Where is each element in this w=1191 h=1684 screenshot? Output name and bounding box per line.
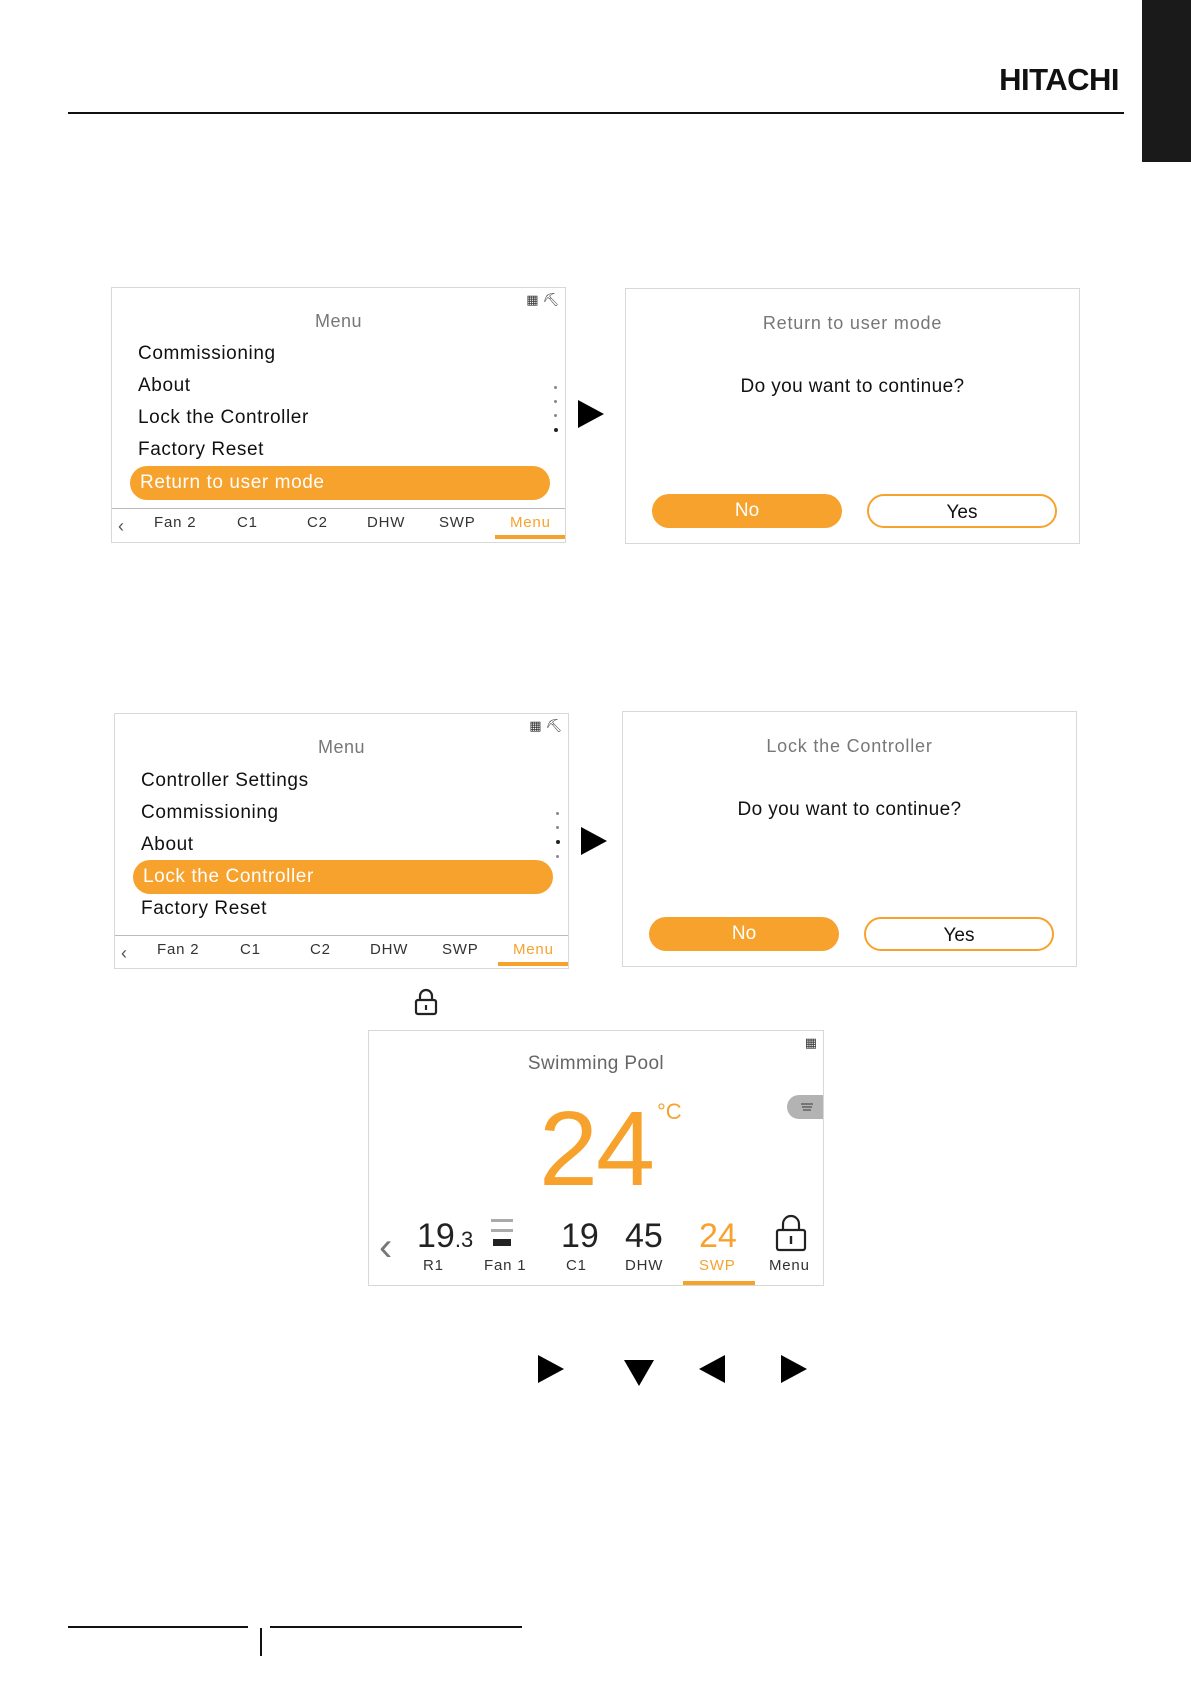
active-tab-underline xyxy=(495,535,565,539)
footer-divider xyxy=(260,1628,262,1656)
scroll-indicator xyxy=(556,812,559,869)
no-button[interactable]: No xyxy=(649,917,839,951)
c1-value: 19 xyxy=(561,1217,599,1255)
yes-button[interactable]: Yes xyxy=(864,917,1054,951)
tab-c1[interactable]: C1 xyxy=(237,514,258,531)
tab-c1[interactable]: C1 xyxy=(240,941,261,958)
header-rule xyxy=(68,112,1124,114)
active-tab-underline xyxy=(683,1281,755,1285)
screen-title: Swimming Pool xyxy=(527,1053,665,1074)
schedule-icon: ▦ xyxy=(804,1035,817,1050)
lock-icon xyxy=(774,1214,808,1252)
temperature-unit: °C xyxy=(657,1099,682,1124)
r1-value: 19.3 xyxy=(417,1217,474,1255)
menu-item-controller-settings[interactable]: Controller Settings xyxy=(141,770,309,791)
arrow-right-icon xyxy=(581,827,607,855)
side-index-tab xyxy=(1142,0,1191,162)
footer-rule-right xyxy=(270,1626,522,1628)
hitachi-logo: HITACHI xyxy=(999,62,1119,97)
dialog-title: Lock the Controller xyxy=(766,736,933,756)
arrow-right-icon xyxy=(538,1355,564,1383)
dialog-screen-2 xyxy=(622,711,1077,967)
timer-toggle[interactable] xyxy=(787,1095,823,1119)
chevron-left-icon[interactable]: ‹ xyxy=(118,516,124,536)
dialog-question: Do you want to continue? xyxy=(737,799,962,820)
menu-item-factory-reset[interactable]: Factory Reset xyxy=(138,439,265,460)
status-icons xyxy=(525,718,562,734)
arrow-right-icon xyxy=(578,400,604,428)
dhw-label[interactable]: DHW xyxy=(625,1257,664,1274)
chevron-left-icon[interactable]: ‹ xyxy=(379,1225,393,1269)
tab-menu[interactable]: Menu xyxy=(510,514,551,531)
tab-c2[interactable]: C2 xyxy=(307,514,328,531)
menu-item-about[interactable]: About xyxy=(141,834,194,855)
footer-rule-left xyxy=(68,1626,248,1628)
fan1-label[interactable]: Fan 1 xyxy=(484,1257,527,1274)
active-tab-underline xyxy=(498,962,568,966)
tab-dhw[interactable]: DHW xyxy=(370,941,409,958)
home-screen xyxy=(368,1030,824,1286)
dhw-value: 45 xyxy=(625,1217,663,1255)
menu-item-lock-controller[interactable]: Lock the Controller xyxy=(133,860,553,894)
swp-value: 24 xyxy=(699,1217,737,1255)
c1-label[interactable]: C1 xyxy=(566,1257,587,1274)
fan-level-icon xyxy=(489,1217,515,1251)
lock-icon xyxy=(413,988,439,1016)
wrench-icon: ⛏ xyxy=(545,718,562,733)
tab-fan2[interactable]: Fan 2 xyxy=(154,514,197,531)
menu-title: Menu xyxy=(314,311,363,331)
tab-fan2[interactable]: Fan 2 xyxy=(157,941,200,958)
no-button[interactable]: No xyxy=(652,494,842,528)
status-icons xyxy=(522,292,559,308)
dialog-title: Return to user mode xyxy=(762,313,943,333)
setpoint-temperature: 24 xyxy=(539,1090,653,1208)
tab-swp[interactable]: SWP xyxy=(442,941,479,958)
r1-label[interactable]: R1 xyxy=(423,1257,444,1274)
schedule-icon: ▦ xyxy=(529,718,542,733)
menu-item-factory-reset[interactable]: Factory Reset xyxy=(141,898,268,919)
swp-label[interactable]: SWP xyxy=(699,1257,736,1274)
menu-screen-2 xyxy=(114,713,569,969)
wrench-icon: ⛏ xyxy=(542,292,559,307)
yes-button[interactable]: Yes xyxy=(867,494,1057,528)
arrow-right-icon xyxy=(781,1355,807,1383)
dialog-screen-1 xyxy=(625,288,1080,544)
menu-item-lock-controller[interactable]: Lock the Controller xyxy=(138,407,309,428)
arrow-down-icon xyxy=(624,1360,654,1386)
chevron-left-icon[interactable]: ‹ xyxy=(121,943,127,963)
menu-title: Menu xyxy=(317,737,366,757)
menu-item-about[interactable]: About xyxy=(138,375,191,396)
heater-icon xyxy=(795,1095,819,1119)
status-icons xyxy=(801,1035,817,1051)
menu-screen-1 xyxy=(111,287,566,543)
bottom-tabs xyxy=(115,935,568,968)
tab-dhw[interactable]: DHW xyxy=(367,514,406,531)
arrow-left-icon xyxy=(699,1355,725,1383)
menu-item-commissioning[interactable]: Commissioning xyxy=(141,802,279,823)
dialog-question: Do you want to continue? xyxy=(740,376,965,397)
tab-c2[interactable]: C2 xyxy=(310,941,331,958)
bottom-tabs xyxy=(112,508,565,541)
menu-item-commissioning[interactable]: Commissioning xyxy=(138,343,276,364)
menu-item-return-user-mode[interactable]: Return to user mode xyxy=(130,466,550,500)
tab-menu[interactable]: Menu xyxy=(513,941,554,958)
scroll-indicator xyxy=(554,386,557,443)
tab-swp[interactable]: SWP xyxy=(439,514,476,531)
schedule-icon: ▦ xyxy=(526,292,539,307)
menu-label[interactable]: Menu xyxy=(769,1257,810,1274)
